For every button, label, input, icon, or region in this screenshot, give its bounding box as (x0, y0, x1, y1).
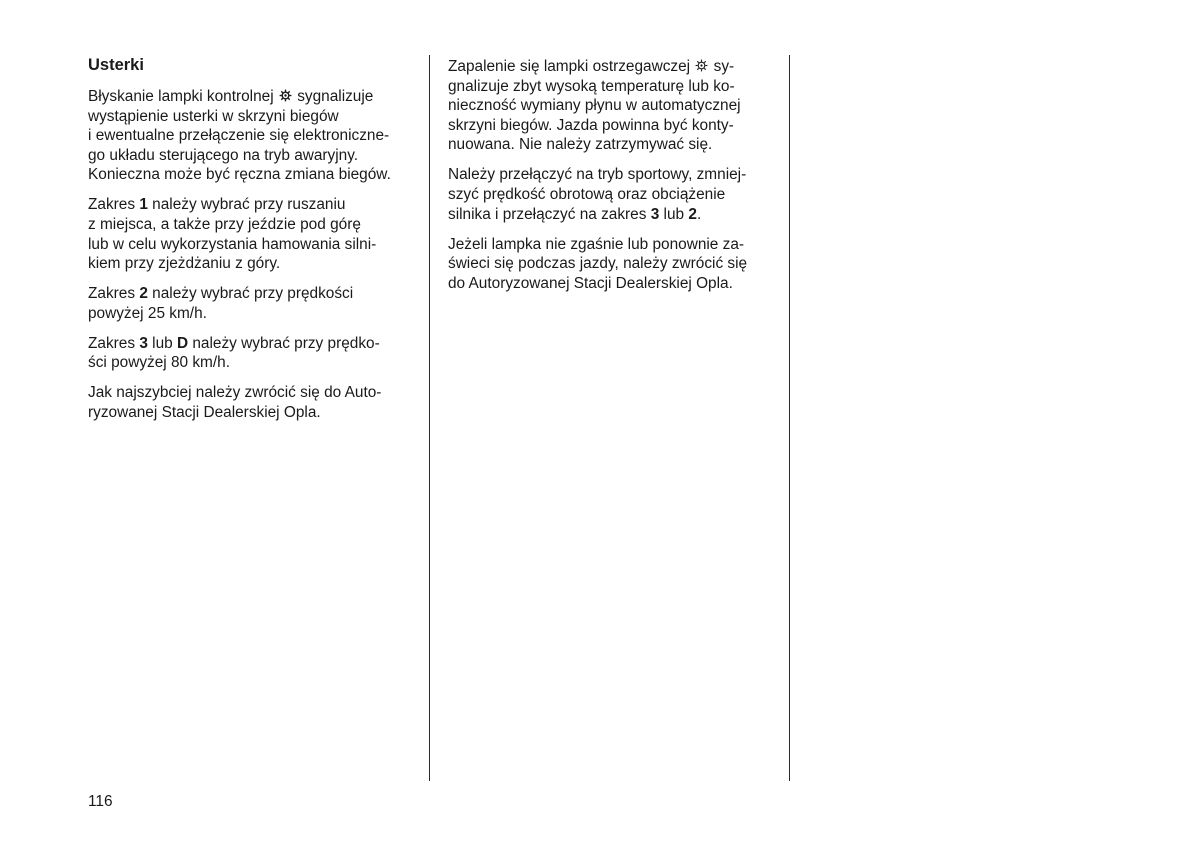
gear-warning-icon (695, 59, 708, 72)
text-line (88, 195, 418, 215)
text-line: go układu sterującego na tryb awaryjny. (88, 146, 359, 164)
text-line: i ewentualne przełączenie się elektroniczne- (88, 127, 390, 145)
text-span: Zakres (88, 285, 140, 303)
range-number: 1 (139, 196, 148, 214)
range-number: 3 (650, 205, 660, 223)
text-span: silnika i przełączyć na zakres (448, 205, 651, 223)
text-line: ści powyżej 80 km/h. (88, 354, 230, 372)
text-line: ryzowanej Stacji Dealerskiej Opla. (88, 403, 321, 421)
range-letter: D (176, 334, 189, 352)
text-span: należy wybrać przy prędkości (147, 285, 354, 303)
text-line: Należy przełączyć na tryb sportowy, zmniej- (448, 166, 747, 184)
text-line (88, 87, 418, 107)
text-span: Błyskanie lampki kontrolnej (88, 88, 274, 105)
range-number: 3 (139, 334, 148, 352)
page-number: 116 (88, 793, 113, 810)
text-line: nieczność wymiany płynu w automatycznej (448, 97, 741, 115)
paragraph-malfunction-indicator (88, 87, 418, 185)
text-line (448, 205, 778, 225)
text-span: sy- (713, 58, 735, 75)
paragraph-contact-dealer (88, 383, 418, 422)
text-span: należy wybrać przy ruszaniu (147, 196, 346, 214)
gear-warning-icon (279, 89, 292, 102)
text-line (448, 57, 778, 77)
text-span: sygnalizuje (297, 88, 374, 105)
range-number: 2 (139, 285, 148, 303)
right-column (448, 57, 778, 304)
text-line: szyć prędkość obrotową oraz obciążenie (448, 185, 726, 203)
text-line: skrzyni biegów. Jazda powinna być konty- (448, 116, 734, 134)
text-span: Zakres (88, 196, 140, 214)
text-span: lub (147, 334, 177, 352)
column-divider (429, 55, 430, 781)
text-line: Jeżeli lampka nie zgaśnie lub ponownie za- (448, 235, 745, 253)
text-span: . (696, 205, 702, 223)
text-line: lub w celu wykorzystania hamowania silni- (88, 235, 377, 253)
text-line: Jak najszybciej należy zwrócić się do Auto- (88, 384, 382, 402)
paragraph-sport-mode (448, 165, 778, 224)
text-span: lub (659, 205, 689, 223)
text-line: kiem przy zjeżdżaniu z góry. (88, 255, 281, 273)
paragraph-range-3-d (88, 334, 418, 373)
range-number: 2 (688, 205, 697, 223)
text-line: nuowana. Nie należy zatrzymywać się. (448, 136, 713, 154)
text-line: gnalizuje zbyt wysoką temperaturę lub ko- (448, 77, 735, 95)
text-line (88, 334, 418, 354)
text-span: Zakres (88, 334, 140, 352)
text-line: powyżej 25 km/h. (88, 304, 207, 322)
text-line: do Autoryzowanej Stacji Dealerskiej Opla. (448, 274, 733, 292)
paragraph-lamp-persists (448, 235, 778, 294)
column-divider (789, 55, 790, 781)
text-line (88, 284, 418, 304)
section-title: Usterki (88, 56, 144, 74)
text-line: świeci się podczas jazdy, należy zwrócić się (448, 255, 748, 273)
paragraph-range-1 (88, 195, 418, 273)
text-span: należy wybrać przy prędko- (188, 334, 380, 352)
paragraph-warning-lamp (448, 57, 778, 155)
text-line: wystąpienie usterki w skrzyni biegów (88, 107, 339, 125)
text-span: Zapalenie się lampki ostrzegawczej (448, 58, 691, 75)
paragraph-range-2 (88, 284, 418, 323)
text-line: Konieczna może być ręczna zmiana biegów. (88, 166, 391, 184)
text-line: z miejsca, a także przy jeździe pod górę (88, 215, 361, 233)
left-column (88, 87, 418, 433)
